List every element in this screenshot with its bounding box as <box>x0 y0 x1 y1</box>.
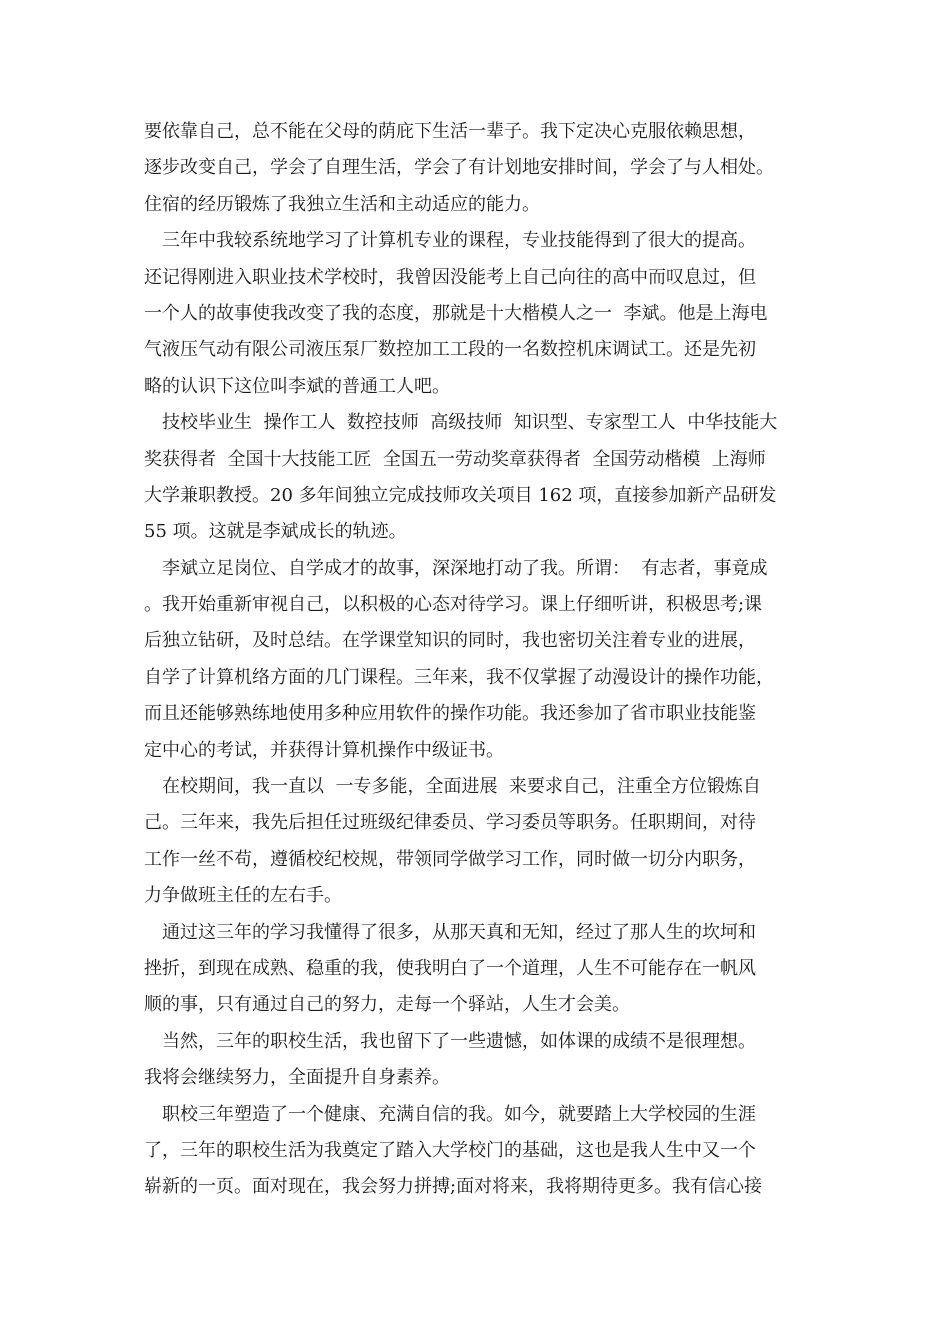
text-line: 定中心的考试，并获得计算机操作中级证书。 <box>144 739 504 761</box>
text-line: 当然，三年的职校生活，我也留下了一些遗憾，如体课的成绩不是很理想。 <box>162 1030 756 1052</box>
text-line: 崭新的一页。面对现在，我会努力拼搏;面对将来，我将期待更多。我有信心接 <box>144 1176 763 1198</box>
text-line: 一个人的故事使我改变了我的态度，那就是十大楷模人之一 李斌。他是上海电 <box>144 302 768 324</box>
text-line: 己。三年来，我先后担任过班级纪律委员、学习委员等职务。任职期间，对待 <box>144 812 756 834</box>
text-line: 挫折，到现在成熟、稳重的我，使我明白了一个道理，人生不可能存在一帆风 <box>144 957 756 979</box>
text-line: 要依靠自己，总不能在父母的荫庇下生活一辈子。我下定决心克服依赖思想， <box>144 121 756 142</box>
text-line: 后独立钻研，及时总结。在学课堂知识的同时，我也密切关注着专业的进展， <box>144 630 756 652</box>
text-line: 李斌立足岗位、自学成才的故事，深深地打动了我。所谓： 有志者，事竟成 <box>162 557 768 579</box>
text-line: 大学兼职教授。20 多年间独立完成技师攻关项目 162 项，直接参加新产品研发 <box>144 484 777 506</box>
text-line: 工作一丝不苟，遵循校纪校规，带领同学做学习工作，同时做一切分内职务， <box>144 848 756 870</box>
text-line: 通过这三年的学习我懂得了很多，从那天真和无知，经过了那人生的坎坷和 <box>162 921 756 943</box>
text-line: 住宿的经历锻炼了我独立生活和主动适应的能力。 <box>144 193 540 215</box>
text-line: 了，三年的职校生活为我奠定了踏入大学校门的基础，这也是我人生中又一个 <box>144 1139 756 1161</box>
text-line: 三年中我较系统地学习了计算机专业的课程，专业技能得到了很大的提高。 <box>162 230 756 252</box>
text-line: 力争做班主任的左右手。 <box>144 885 342 907</box>
text-line: 职校三年塑造了一个健康、充满自信的我。如今，就要踏上大学校园的生涯 <box>162 1103 756 1125</box>
text-line: 略的认识下这位叫李斌的普通工人吧。 <box>144 375 450 397</box>
text-line: 而且还能够熟练地使用多种应用软件的操作功能。我还参加了省市职业技能鉴 <box>144 703 756 725</box>
text-line: 55 项。这就是李斌成长的轨迹。 <box>144 521 407 543</box>
text-line: 自学了计算机络方面的几门课程。三年来，我不仅掌握了动漫设计的操作功能， <box>144 666 774 688</box>
text-line: 我将会继续努力，全面提升自身素养。 <box>144 1067 450 1089</box>
text-line: 逐步改变自己，学会了自理生活，学会了有计划地安排时间，学会了与人相处。 <box>144 157 774 179</box>
text-line: 顺的事，只有通过自己的努力，走每一个驿站，人生才会美。 <box>144 994 630 1016</box>
text-line: 还记得刚进入职业技术学校时，我曾因没能考上自己向往的高中而叹息过，但 <box>144 266 756 288</box>
text-line: 气液压气动有限公司液压泵厂数控加工工段的一名数控机床调试工。还是先初 <box>144 339 756 361</box>
document-body <box>144 114 809 1206</box>
text-line: 在校期间，我一直以 一专多能，全面进展 来要求自己，注重全方位锻炼自 <box>162 776 761 798</box>
text-line: 技校毕业生 操作工人 数控技师 高级技师 知识型、专家型工人 中华技能大 <box>162 412 778 434</box>
text-line: 。我开始重新审视自己，以积极的心态对待学习。课上仔细听讲，积极思考;课 <box>144 594 763 616</box>
text-line: 奖获得者 全国十大技能工匠 全国五一劳动奖章获得者 全国劳动楷模 上海师 <box>144 448 766 470</box>
